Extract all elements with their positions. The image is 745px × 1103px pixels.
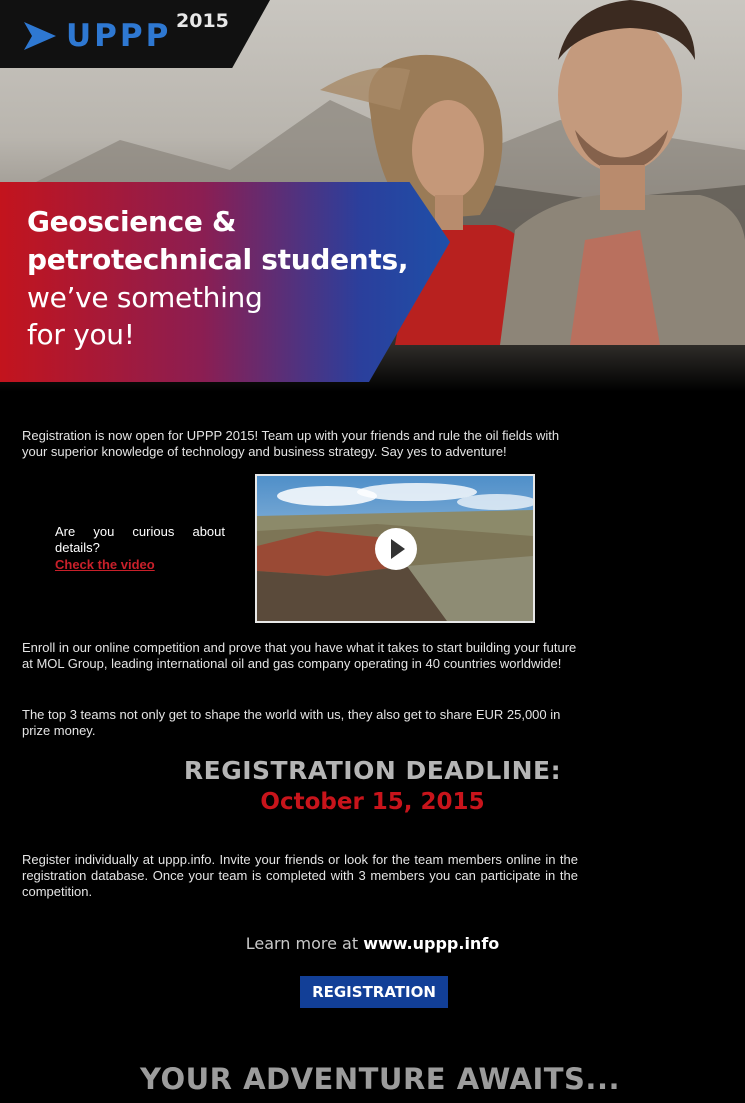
check-video-link[interactable]: Check the video <box>55 557 155 572</box>
headline-line-1: Geoscience & <box>27 205 237 238</box>
enroll-paragraph: Enroll in our online competition and prove that you have what it takes to start building your future at MOL Group, leading international oil and gas company operating in 40 countries worldwide! <box>22 640 577 671</box>
headline-line-4: for you! <box>27 318 135 351</box>
registration-button[interactable]: REGISTRATION <box>300 976 448 1008</box>
intro-paragraph: Registration is now open for UPPP 2015! Team up with your friends and rule the oil fields with your superior knowledge of technology and business strategy. Say yes to adventure! <box>22 428 560 459</box>
register-info-paragraph: Register individually at uppp.info. Invite your friends or look for the team members online in the registration database. Once your team is completed with 3 members you can participate in the competition. <box>22 852 578 899</box>
headline-line-3: we’ve something <box>27 281 263 314</box>
deadline-date: October 15, 2015 <box>260 789 485 815</box>
learn-more-line <box>0 934 745 953</box>
logo-text: UPPP <box>66 18 172 54</box>
video-thumbnail[interactable] <box>255 474 535 623</box>
play-icon[interactable] <box>375 528 417 570</box>
tagline: YOUR ADVENTURE AWAITS... <box>140 1062 620 1096</box>
arrow-logo-icon <box>24 22 56 50</box>
curious-question: Are you curious about details? <box>55 524 225 555</box>
logo-year: 2015 <box>176 10 229 32</box>
hero-image <box>0 0 745 392</box>
learn-more-prefix: Learn more at <box>245 934 364 953</box>
deadline-title: REGISTRATION DEADLINE: <box>183 756 562 785</box>
headline-line-2: petrotechnical students, <box>27 243 409 276</box>
prize-paragraph: The top 3 teams not only get to shape the world with us, they also get to share EUR 25,000 in prize money. <box>22 707 561 738</box>
website-link[interactable]: www.uppp.info <box>363 934 500 953</box>
